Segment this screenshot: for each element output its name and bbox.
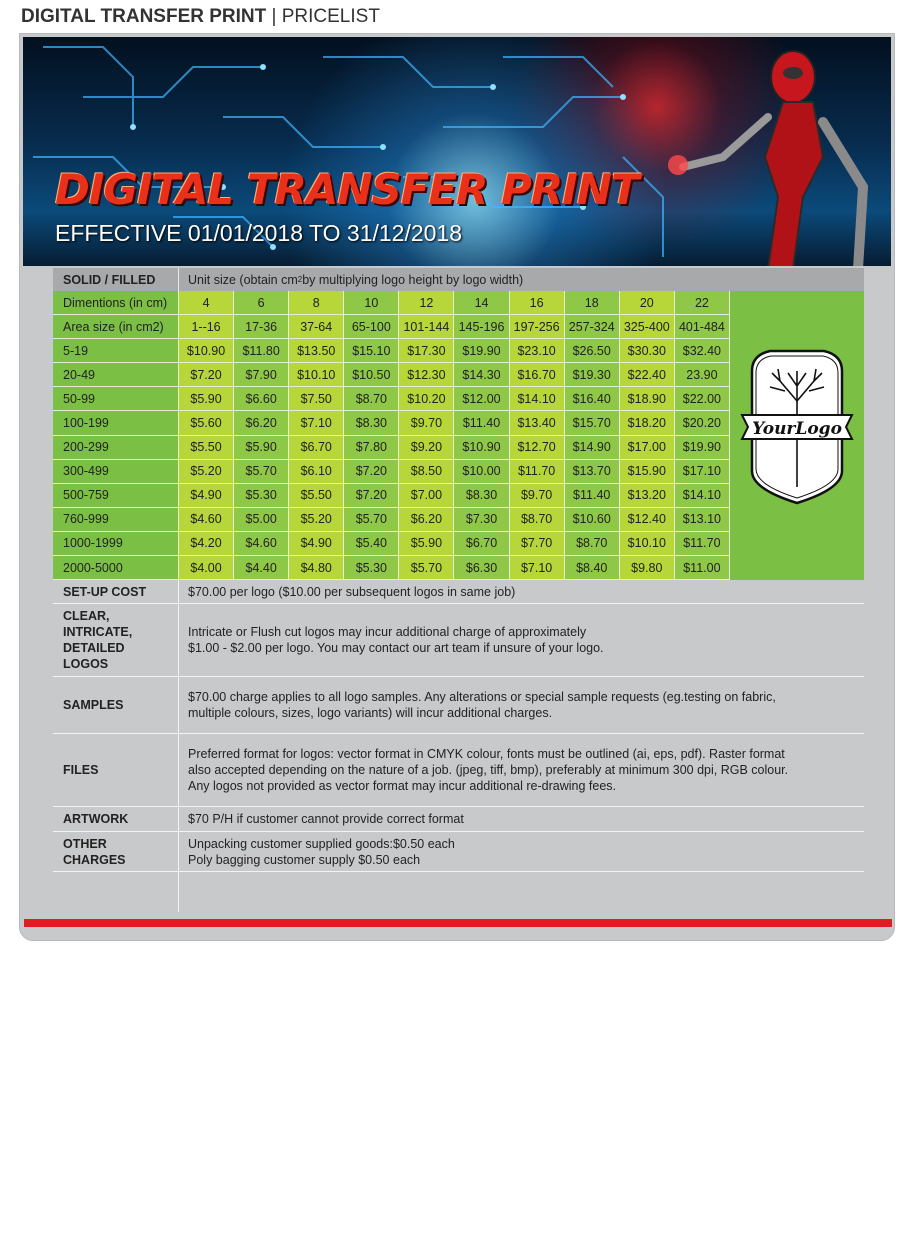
- quantity-price-row: [53, 411, 730, 435]
- quantity-price-row: [53, 508, 730, 532]
- price-cell: 6: [234, 291, 289, 314]
- empty-row: [53, 872, 864, 912]
- price-cell: $8.30: [344, 411, 399, 434]
- price-cell: $13.40: [510, 411, 565, 434]
- unit-size-note-prefix: Unit size (obtain cm: [188, 272, 298, 287]
- price-cell: $11.70: [675, 532, 730, 555]
- price-cell: $13.10: [675, 508, 730, 531]
- price-cell: 23.90: [675, 363, 730, 386]
- files-row: [53, 734, 864, 807]
- price-cell: $20.20: [675, 411, 730, 434]
- row-label: 100-199: [53, 411, 179, 434]
- price-cell: $15.10: [344, 339, 399, 362]
- price-cell: $7.90: [234, 363, 289, 386]
- price-cell: $15.70: [565, 411, 620, 434]
- price-cell: $26.50: [565, 339, 620, 362]
- unit-size-note: [179, 268, 864, 291]
- unit-size-note-sup: 2: [297, 275, 303, 284]
- price-cell: $6.10: [289, 460, 344, 483]
- price-cell: 18: [565, 291, 620, 314]
- price-cell: $13.50: [289, 339, 344, 362]
- price-cell: $12.40: [620, 508, 675, 531]
- price-cell: 401-484: [675, 315, 730, 338]
- samples-line: $70.00 charge applies to all logo samples. Any alterations or special sample requests (eg.testing on fabric,: [188, 690, 776, 705]
- price-cell: $5.30: [344, 556, 399, 579]
- other-label-line: OTHER: [63, 836, 107, 851]
- row-label: 5-19: [53, 339, 179, 362]
- price-cell: $8.70: [344, 387, 399, 410]
- price-cell: $13.70: [565, 460, 620, 483]
- clear-line: Intricate or Flush cut logos may incur additional charge of approximately: [188, 625, 587, 640]
- samples-row: [53, 677, 864, 734]
- clear-label-line: INTRICATE,: [63, 625, 133, 640]
- price-cell: $4.20: [179, 532, 234, 555]
- price-cell: $8.40: [565, 556, 620, 579]
- price-cell: 101-144: [399, 315, 454, 338]
- your-logo-text: YourLogo: [752, 419, 842, 439]
- clear-intricate-label: [53, 604, 179, 676]
- files-label: FILES: [53, 734, 179, 806]
- quantity-price-row: [53, 556, 730, 580]
- price-cell: $17.30: [399, 339, 454, 362]
- price-cell: 197-256: [510, 315, 565, 338]
- files-line: also accepted depending on the nature of a job. (jpeg, tiff, bmp), preferably at minimum 300 dpi, RGB colour.: [188, 763, 789, 778]
- price-cell: $4.60: [179, 508, 234, 531]
- price-cell: $17.10: [675, 460, 730, 483]
- setup-line: $70.00 per logo ($10.00 per subsequent logos in same job): [188, 584, 516, 599]
- logo-panel: [730, 291, 864, 580]
- other-label-line: CHARGES: [63, 852, 126, 867]
- other-charges-row: [53, 832, 864, 872]
- row-label: Dimentions (in cm): [53, 291, 179, 314]
- price-cell: $10.90: [454, 436, 509, 459]
- price-cell: 1--16: [179, 315, 234, 338]
- price-cell: 14: [454, 291, 509, 314]
- banner-title: DIGITAL TRANSFER PRINT: [55, 165, 639, 214]
- price-cell: $8.30: [454, 484, 509, 507]
- artwork-text: [179, 807, 864, 831]
- price-cell: $17.00: [620, 436, 675, 459]
- price-cell: $5.70: [399, 556, 454, 579]
- price-cell: 257-324: [565, 315, 620, 338]
- price-cell: $4.90: [179, 484, 234, 507]
- row-label: 200-299: [53, 436, 179, 459]
- your-logo-image: [730, 291, 864, 580]
- price-cell: $5.90: [399, 532, 454, 555]
- footer-red-stripe: [24, 919, 892, 927]
- price-cell: 10: [344, 291, 399, 314]
- clear-line: $1.00 - $2.00 per logo. You may contact our art team if unsure of your logo.: [188, 641, 604, 656]
- empty-label-cell: [53, 872, 179, 912]
- artwork-line: $70 P/H if customer cannot provide correct format: [188, 812, 464, 827]
- price-cell: $7.20: [344, 484, 399, 507]
- price-cell: $7.70: [510, 532, 565, 555]
- price-cell: $5.30: [234, 484, 289, 507]
- price-cell: $22.40: [620, 363, 675, 386]
- unit-size-note-suffix: by multiplying logo height by logo width): [302, 272, 524, 287]
- quantity-price-row: [53, 363, 730, 387]
- price-cell: 145-196: [454, 315, 509, 338]
- price-cell: $11.80: [234, 339, 289, 362]
- price-cell: $18.90: [620, 387, 675, 410]
- price-cell: $10.10: [620, 532, 675, 555]
- price-cell: $6.20: [234, 411, 289, 434]
- price-cell: $10.60: [565, 508, 620, 531]
- samples-line: multiple colours, sizes, logo variants) will incur additional charges.: [188, 706, 553, 721]
- price-cell: $14.10: [510, 387, 565, 410]
- price-cell: $5.20: [289, 508, 344, 531]
- price-cell: 8: [289, 291, 344, 314]
- price-cell: $5.50: [289, 484, 344, 507]
- files-line: Preferred format for logos: vector format in CMYK colour, fonts must be outlined (ai, eps, pdf). Raster format: [188, 747, 785, 762]
- price-cell: $10.10: [289, 363, 344, 386]
- clear-intricate-text: [179, 604, 864, 676]
- other-charges-text: [179, 832, 864, 871]
- price-cell: $4.80: [289, 556, 344, 579]
- price-cell: $4.60: [234, 532, 289, 555]
- price-cell: $8.70: [510, 508, 565, 531]
- clear-intricate-row: [53, 604, 864, 677]
- setup-cost-text: [179, 580, 864, 603]
- price-cell: 20: [620, 291, 675, 314]
- price-area: [53, 291, 864, 580]
- clear-label-line: DETAILED: [63, 641, 125, 656]
- dimensions-row: [53, 291, 730, 315]
- quantity-price-row: [53, 532, 730, 556]
- price-cell: $30.30: [620, 339, 675, 362]
- row-label: 300-499: [53, 460, 179, 483]
- other-charges-label: [53, 832, 179, 871]
- price-cell: $8.70: [565, 532, 620, 555]
- price-cell: $9.80: [620, 556, 675, 579]
- price-cell: $15.90: [620, 460, 675, 483]
- files-text: [179, 734, 864, 806]
- page-title: [21, 6, 380, 28]
- price-cell: $6.70: [454, 532, 509, 555]
- price-cell: 4: [179, 291, 234, 314]
- price-cell: 37-64: [289, 315, 344, 338]
- price-cell: $7.80: [344, 436, 399, 459]
- price-cell: $12.30: [399, 363, 454, 386]
- price-cell: $6.70: [289, 436, 344, 459]
- files-line: Any logos not provided as vector format may incur additional re-drawing fees.: [188, 779, 616, 794]
- price-cell: $6.60: [234, 387, 289, 410]
- row-label: 1000-1999: [53, 532, 179, 555]
- quantity-price-row: [53, 484, 730, 508]
- quantity-price-row: [53, 460, 730, 484]
- page-title-bold: DIGITAL TRANSFER PRINT: [21, 6, 267, 27]
- setup-cost-label: SET-UP COST: [53, 580, 179, 603]
- pricelist-frame: [19, 33, 895, 941]
- price-cell: $4.90: [289, 532, 344, 555]
- price-cell: $4.00: [179, 556, 234, 579]
- price-cell: $5.70: [234, 460, 289, 483]
- area-size-row: [53, 315, 730, 339]
- table-header-row: [53, 268, 864, 291]
- price-cell: $10.50: [344, 363, 399, 386]
- clear-label-line: LOGOS: [63, 657, 109, 672]
- pricelist-table: [53, 268, 864, 912]
- price-cell: $4.40: [234, 556, 289, 579]
- price-cell: $10.20: [399, 387, 454, 410]
- price-cell: 12: [399, 291, 454, 314]
- price-cell: $16.70: [510, 363, 565, 386]
- price-cell: $11.70: [510, 460, 565, 483]
- price-cell: $9.20: [399, 436, 454, 459]
- price-cell: $23.10: [510, 339, 565, 362]
- price-cell: $7.20: [344, 460, 399, 483]
- price-cell: $12.00: [454, 387, 509, 410]
- price-cell: $32.40: [675, 339, 730, 362]
- price-cell: $7.10: [510, 556, 565, 579]
- price-cell: $5.20: [179, 460, 234, 483]
- price-cell: $7.20: [179, 363, 234, 386]
- price-cell: $10.00: [454, 460, 509, 483]
- row-label: 500-759: [53, 484, 179, 507]
- price-cell: $7.50: [289, 387, 344, 410]
- price-cell: $5.70: [344, 508, 399, 531]
- price-cell: $5.60: [179, 411, 234, 434]
- price-cell: $5.50: [179, 436, 234, 459]
- price-cell: $18.20: [620, 411, 675, 434]
- price-cell: $5.40: [344, 532, 399, 555]
- price-cell: $11.40: [565, 484, 620, 507]
- price-cell: $5.90: [234, 436, 289, 459]
- price-cell: $9.70: [399, 411, 454, 434]
- artwork-label: ARTWORK: [53, 807, 179, 831]
- banner: [23, 37, 891, 269]
- price-grid: [53, 291, 730, 580]
- price-cell: $12.70: [510, 436, 565, 459]
- samples-label: SAMPLES: [53, 677, 179, 733]
- solid-filled-label: SOLID / FILLED: [53, 268, 179, 291]
- quantity-price-row: [53, 387, 730, 411]
- quantity-price-row: [53, 436, 730, 460]
- price-cell: 325-400: [620, 315, 675, 338]
- price-cell: $11.40: [454, 411, 509, 434]
- price-cell: $19.90: [454, 339, 509, 362]
- page-title-rest: | PRICELIST: [266, 6, 380, 27]
- clear-label-line: CLEAR,: [63, 609, 110, 624]
- price-cell: 17-36: [234, 315, 289, 338]
- robot-figure: [668, 51, 863, 269]
- price-cell: $5.00: [234, 508, 289, 531]
- price-cell: 65-100: [344, 315, 399, 338]
- setup-cost-row: [53, 580, 864, 604]
- price-cell: $6.30: [454, 556, 509, 579]
- other-line: Poly bagging customer supply $0.50 each: [188, 853, 421, 868]
- row-label: 2000-5000: [53, 556, 179, 579]
- row-label: Area size (in cm2): [53, 315, 179, 338]
- samples-text: [179, 677, 864, 733]
- price-cell: $10.90: [179, 339, 234, 362]
- banner-effective-date: EFFECTIVE 01/01/2018 TO 31/12/2018: [55, 220, 463, 246]
- price-cell: $7.00: [399, 484, 454, 507]
- price-cell: $19.30: [565, 363, 620, 386]
- price-cell: $5.90: [179, 387, 234, 410]
- row-label: 760-999: [53, 508, 179, 531]
- price-cell: $6.20: [399, 508, 454, 531]
- price-cell: $16.40: [565, 387, 620, 410]
- price-cell: $11.00: [675, 556, 730, 579]
- price-cell: $22.00: [675, 387, 730, 410]
- artwork-row: [53, 807, 864, 832]
- price-cell: $7.10: [289, 411, 344, 434]
- other-line: Unpacking customer supplied goods:$0.50 each: [188, 837, 455, 852]
- row-label: 50-99: [53, 387, 179, 410]
- price-cell: $13.20: [620, 484, 675, 507]
- price-cell: $8.50: [399, 460, 454, 483]
- price-cell: $14.10: [675, 484, 730, 507]
- quantity-price-row: [53, 339, 730, 363]
- empty-value-cell: [179, 872, 864, 912]
- price-cell: 22: [675, 291, 730, 314]
- price-cell: $9.70: [510, 484, 565, 507]
- row-label: 20-49: [53, 363, 179, 386]
- price-cell: $14.30: [454, 363, 509, 386]
- price-cell: $7.30: [454, 508, 509, 531]
- price-cell: $14.90: [565, 436, 620, 459]
- price-cell: $19.90: [675, 436, 730, 459]
- price-cell: 16: [510, 291, 565, 314]
